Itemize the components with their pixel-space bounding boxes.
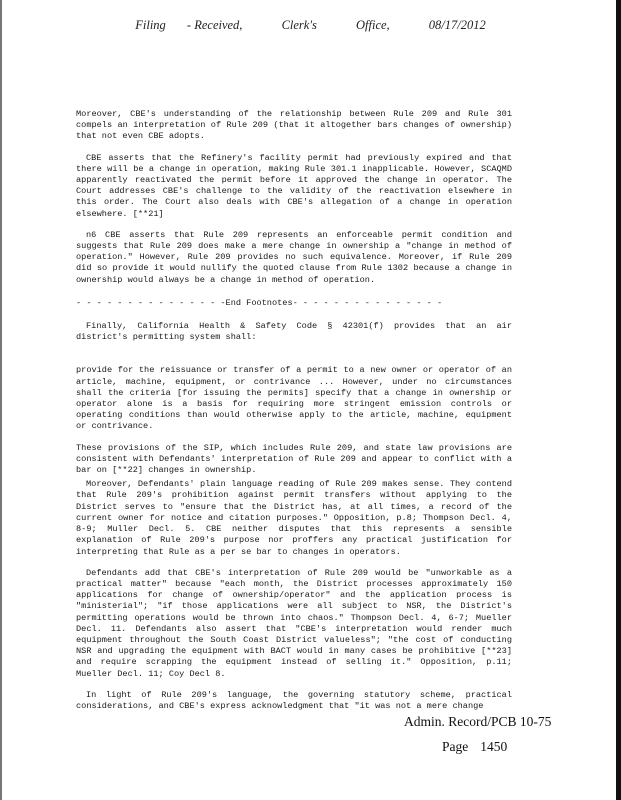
stamp-clerk: Clerk's bbox=[281, 18, 317, 32]
scan-edge-right bbox=[616, 0, 621, 800]
paragraph: Defendants add that CBE's interpretation of Rule 209 would be "unworkable as a practical matter" because "each month, the District processes approximately 150 applications for change of ownership/operator" and the application process is "ministerial"; "if those applications were all subject to NSR, the District's permitting operations would be thrown into chaos." Thompson Decl. 4, 6-7; Mueller Decl. 11. Defendants also assert that "CBE's interpretation would render much equipment throughout the South Coast District valueless"; "the cost of conducting NSR and upgrading the equipment with BACT would in many cases be prohibitive [**23] and require scrapping the equipment instead of selling it." Opposition, p.11; Mueller Decl. 11; Coy Decl 8. bbox=[76, 567, 512, 679]
paragraph: Finally, California Health & Safety Code § 42301(f) provides that an air district's permitting system shall: bbox=[76, 321, 512, 343]
end-footnotes-divider: - - - - - - - - - - - - - - -End Footnotes- - - - - - - - - - - - - - - bbox=[76, 297, 443, 308]
footnote: n6 CBE asserts that Rule 209 represents an enforceable permit condition and suggests that Rule 209 does make a mere change in ownership a "change in method of operation." However, Rule 209 provides no such equivalence. Moreover, if Rule 209 did so provide it would nullify the quoted clause from Rule 1302 because a change in ownership would always be a change in method of operation. bbox=[76, 229, 512, 285]
stamp-office: Office, bbox=[356, 18, 390, 32]
stamp-filing: Filing bbox=[135, 18, 166, 32]
page-label: Page bbox=[442, 739, 469, 754]
page-number bbox=[442, 739, 507, 755]
admin-record-label: Admin. Record/PCB 10-75 bbox=[404, 714, 552, 729]
footnote: CBE asserts that the Refinery's facility permit had previously expired and that there will be a change in operation, making Rule 301.1 inapplicable. However, SCAQMD apparently reactivated the permit before it approved the change in operator. The Court addresses CBE's challenge to the validity of the reactivation elsewhere in this order. The Court also deals with CBE's allegation of a change in operation elsewhere. [**21] bbox=[76, 152, 512, 219]
paragraph: Moreover, Defendants' plain language reading of Rule 209 makes sense. They contend that Rule 209's prohibition against permit transfers without applying to the District serves to "ensure that the District has, at all times, a record of the current owner for notice and citation purposes." Opposition, p.8; Thompson Decl. 4, 8-9; Muller Decl. 5. CBE neither disputes that this represents a sensible explanation of Rule 209's purpose nor proffers any practical justification for interpreting that Rule as a per se bar to changes in operators. bbox=[76, 479, 512, 557]
block-quote: provide for the reissuance or transfer of a permit to a new owner or operator of an article, machine, equipment, or contrivance ... However, under no circumstances shall the criteria [for issuing the permits] specify that a change in ownership or operator alone is a basis for requiring more stringent emission controls or operating conditions than would otherwise apply to the article, machine, equipment or contrivance. bbox=[76, 365, 512, 432]
stamp-received: - Received, bbox=[186, 18, 243, 32]
document-body bbox=[76, 109, 512, 712]
paragraph: These provisions of the SIP, which includes Rule 209, and state law provisions are consistent with Defendants' interpretation of Rule 209 and appear to conflict with a bar on [**22] changes in ownership. bbox=[76, 442, 512, 476]
paragraph: In light of Rule 209's language, the governing statutory scheme, practical considerations, and CBE's express acknowledgment that "it was not a mere change bbox=[76, 689, 512, 711]
filing-stamp bbox=[0, 18, 621, 33]
page-number-value: 1450 bbox=[480, 739, 508, 754]
paragraph: Moreover, CBE's understanding of the relationship between Rule 209 and Rule 301 compels an interpretation of Rule 209 (that it altogether bars changes of ownership) that not even CBE adopts. bbox=[76, 109, 512, 142]
stamp-date: 08/17/2012 bbox=[428, 18, 486, 32]
scan-edge-left bbox=[0, 0, 2, 800]
